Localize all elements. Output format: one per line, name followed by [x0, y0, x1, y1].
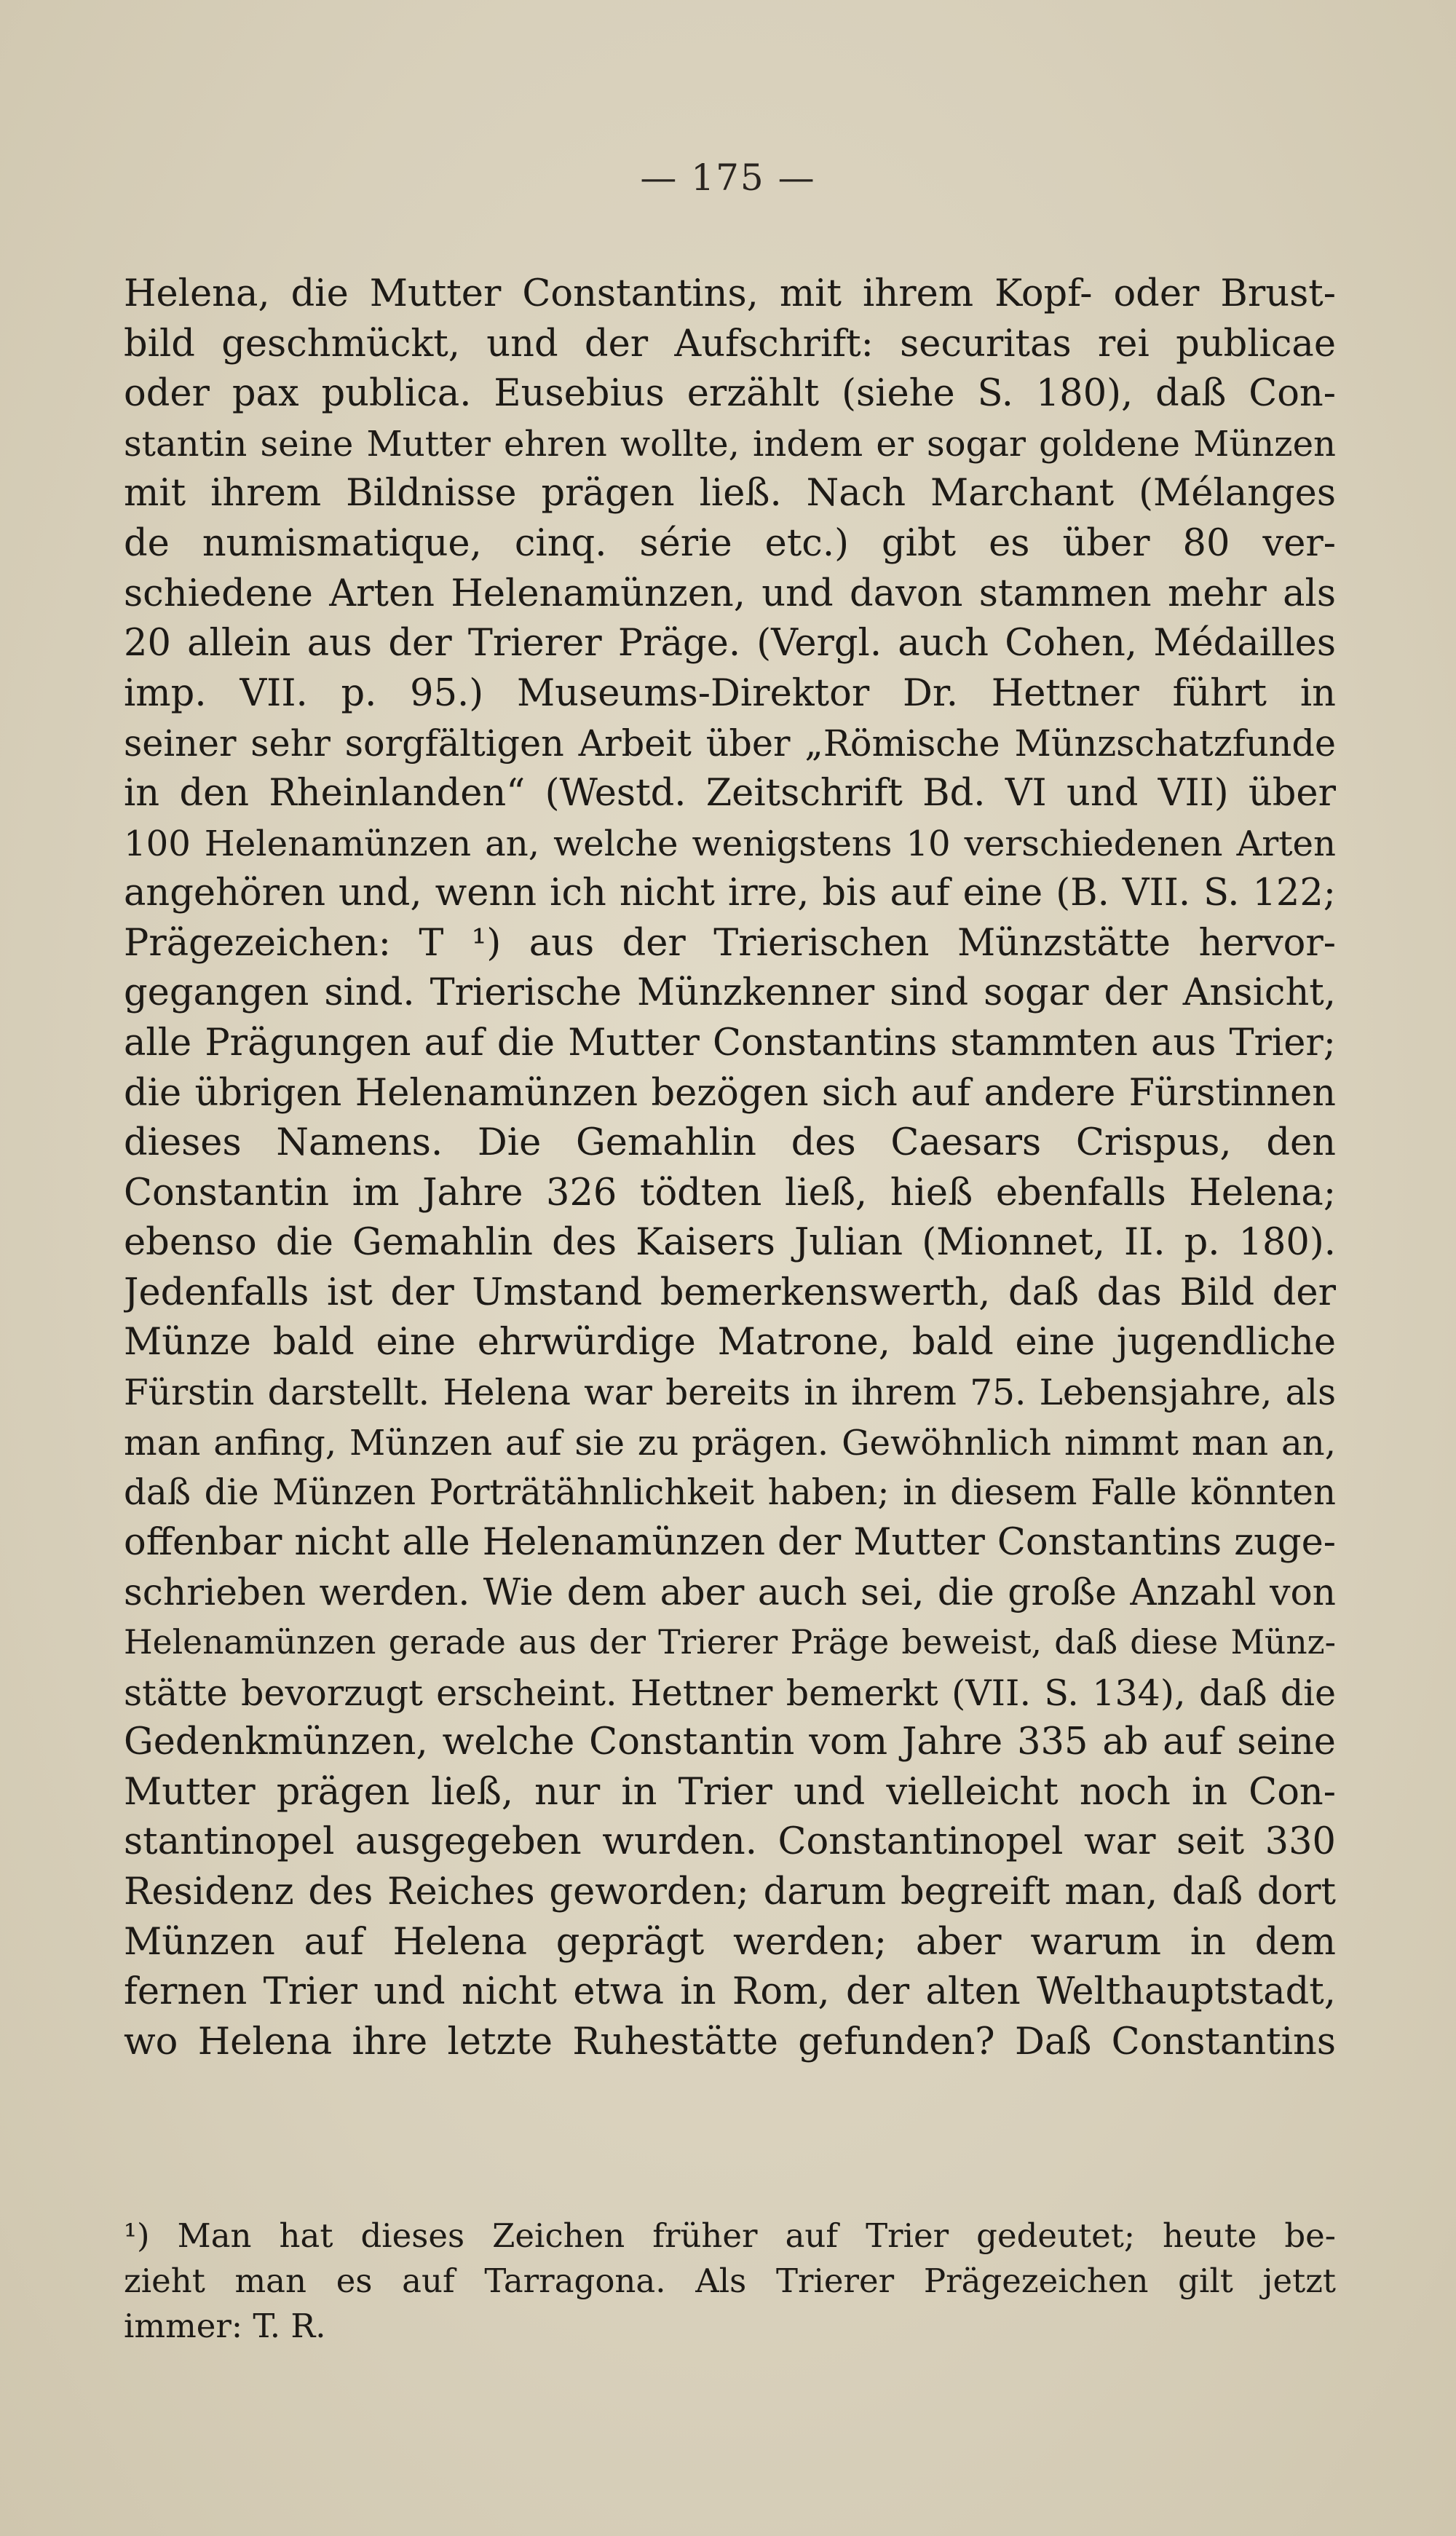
footnote-line: ¹) Man hat dieses Zeichen früher auf Trier gedeutet; heute be- [124, 2216, 1336, 2255]
text-line: ebenso die Gemahlin des Kaisers Julian (Mionnet, II. p. 180). [124, 1221, 1336, 1265]
text-line: Mutter prägen ließ, nur in Trier und vielleicht noch in Con- [124, 1770, 1336, 1814]
text-line: oder pax publica. Eusebius erzählt (siehe S. 180), daß Con- [124, 372, 1336, 416]
text-line: seiner sehr sorgfältigen Arbeit über „Römische Münzschatzfunde [124, 722, 1336, 765]
text-line: daß die Münzen Porträtähnlichkeit haben; in diesem Falle könnten [124, 1472, 1336, 1514]
text-line: imp. VII. p. 95.) Museums-Direktor Dr. Hettner führt in [124, 671, 1336, 715]
text-line: wo Helena ihre letzte Ruhestätte gefunden? Daß Constantins [124, 2020, 1336, 2063]
text-line: man anfing, Münzen auf sie zu prägen. Gewöhnlich nimmt man an, [124, 1422, 1336, 1463]
text-line: Münzen auf Helena geprägt werden; aber warum in dem [124, 1920, 1336, 1964]
text-line: dieses Namens. Die Gemahlin des Caesars Crispus, den [124, 1121, 1336, 1165]
text-line: Residenz des Reiches geworden; darum begreift man, daß dort [124, 1871, 1336, 1913]
text-line: Münze bald eine ehrwürdige Matrone, bald eine jugendliche [124, 1321, 1336, 1364]
text-line: in den Rheinlanden“ (Westd. Zeitschrift Bd. VI und VII) über [124, 771, 1336, 815]
page-number: — 175 — [640, 157, 816, 199]
text-line: stätte bevorzugt erscheint. Hettner bemerkt (VII. S. 134), daß die [124, 1671, 1336, 1714]
text-line: schrieben werden. Wie dem aber auch sei, die große Anzahl von [124, 1571, 1336, 1614]
text-line: stantin seine Mutter ehren wollte, indem er sogar goldene Münzen [124, 423, 1336, 465]
text-line: 100 Helenamünzen an, welche wenigstens 10 verschiedenen Arten [124, 823, 1336, 864]
footnote-block [124, 2213, 1336, 2349]
text-line: Gedenkmünzen, welche Constantin vom Jahre 335 ab auf seine [124, 1721, 1336, 1764]
text-line: offenbar nicht alle Helenamünzen der Mutter Constantins zuge- [124, 1520, 1336, 1564]
footnote-line: zieht man es auf Tarragona. Als Trierer Prägezeichen gilt jetzt [124, 2262, 1336, 2300]
text-line: alle Prägungen auf die Mutter Constantins stammten aus Trier; [124, 1021, 1336, 1064]
text-line: Helena, die Mutter Constantins, mit ihrem Kopf- oder Brust- [124, 272, 1336, 315]
text-line: die übrigen Helenamünzen bezögen sich auf andere Fürstinnen [124, 1071, 1336, 1115]
text-line: stantinopel ausgegeben wurden. Constantinopel war seit 330 [124, 1820, 1336, 1864]
text-line: fernen Trier und nicht etwa in Rom, der alten Welthauptstadt, [124, 1970, 1336, 2014]
text-line: angehören und, wenn ich nicht irre, bis auf eine (B. VII. S. 122; [124, 872, 1336, 915]
text-line: Prägezeichen: T ¹) aus der Trierischen Münzstätte hervor- [124, 921, 1336, 965]
footnote-line: immer: T. R. [124, 2307, 326, 2345]
main-text-block [124, 269, 1336, 2067]
text-line: Helenamünzen gerade aus der Trierer Präge beweist, daß diese Münz- [124, 1623, 1336, 1662]
text-line: bild geschmückt, und der Aufschrift: securitas rei publicae [124, 322, 1336, 366]
text-line: Fürstin darstellt. Helena war bereits in ihrem 75. Lebensjahre, als [124, 1372, 1336, 1414]
text-line: gegangen sind. Trierische Münzkenner sind sogar der Ansicht, [124, 971, 1336, 1015]
text-line: mit ihrem Bildnisse prägen ließ. Nach Marchant (Mélanges [124, 472, 1336, 516]
text-line: Jedenfalls ist der Umstand bemerkenswerth, daß das Bild der [124, 1271, 1336, 1314]
text-line: schiedene Arten Helenamünzen, und davon stammen mehr als [124, 572, 1336, 615]
text-line: Constantin im Jahre 326 tödten ließ, hieß ebenfalls Helena; [124, 1171, 1336, 1214]
text-line: 20 allein aus der Trierer Präge. (Vergl. auch Cohen, Médailles [124, 622, 1336, 665]
text-line: de numismatique, cinq. série etc.) gibt es über 80 ver- [124, 521, 1336, 565]
